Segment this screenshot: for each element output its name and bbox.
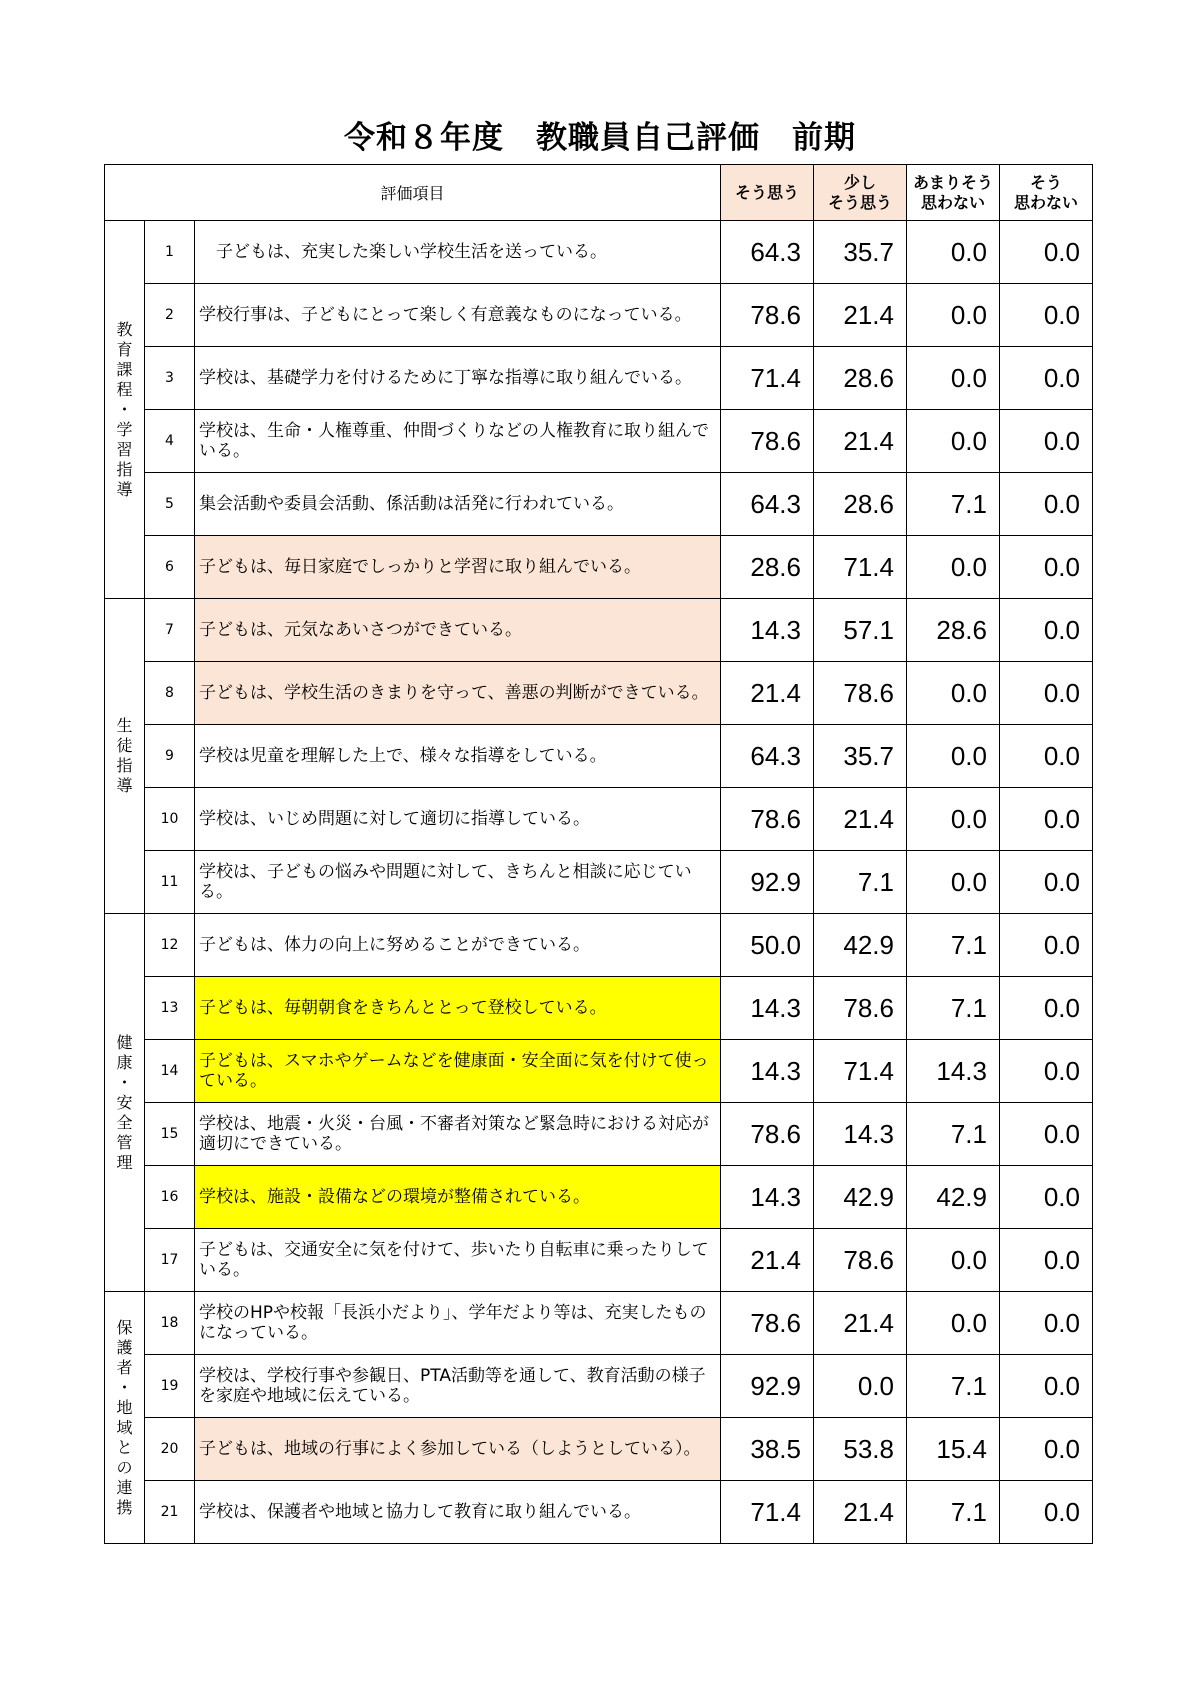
value-somewhat-agree: 78.6 xyxy=(814,977,907,1040)
value-somewhat-disagree: 0.0 xyxy=(907,1229,1000,1292)
value-agree: 71.4 xyxy=(721,347,814,410)
value-agree: 64.3 xyxy=(721,221,814,284)
category-char: 者 xyxy=(116,1357,133,1377)
item-text: 子どもは、学校生活のきまりを守って、善悪の判断ができている。 xyxy=(195,662,721,725)
value-disagree: 0.0 xyxy=(1000,977,1093,1040)
value-disagree: 0.0 xyxy=(1000,1040,1093,1103)
item-text: 学校は児童を理解した上で、様々な指導をしている。 xyxy=(195,725,721,788)
category-char: 習 xyxy=(116,439,133,459)
category-char: 携 xyxy=(116,1497,133,1517)
value-somewhat-disagree: 0.0 xyxy=(907,662,1000,725)
table-row xyxy=(105,1481,1093,1544)
value-somewhat-disagree: 15.4 xyxy=(907,1418,1000,1481)
value-agree: 14.3 xyxy=(721,977,814,1040)
header-somewhat-disagree-line1: あまりそう xyxy=(912,172,993,192)
item-number: 13 xyxy=(145,977,195,1040)
category-char: 理 xyxy=(116,1152,133,1172)
value-somewhat-disagree: 0.0 xyxy=(907,725,1000,788)
value-somewhat-agree: 71.4 xyxy=(814,536,907,599)
item-text: 集会活動や委員会活動、係活動は活発に行われている。 xyxy=(195,473,721,536)
category-char: の xyxy=(116,1457,133,1477)
value-agree: 28.6 xyxy=(721,536,814,599)
table-row xyxy=(105,977,1093,1040)
value-somewhat-agree: 21.4 xyxy=(814,1292,907,1355)
item-number: 16 xyxy=(145,1166,195,1229)
value-somewhat-disagree: 0.0 xyxy=(907,1292,1000,1355)
category-char: 指 xyxy=(116,756,133,775)
value-agree: 78.6 xyxy=(721,410,814,473)
value-somewhat-disagree: 7.1 xyxy=(907,1355,1000,1418)
value-disagree: 0.0 xyxy=(1000,284,1093,347)
item-text: 子どもは、毎日家庭でしっかりと学習に取り組んでいる。 xyxy=(195,536,721,599)
table-row xyxy=(105,599,1093,662)
table-row xyxy=(105,788,1093,851)
item-text: 学校は、地震・火災・台風・不審者対策など緊急時における対応が適切にできている。 xyxy=(195,1103,721,1166)
value-somewhat-disagree: 7.1 xyxy=(907,977,1000,1040)
category-char: 育 xyxy=(116,339,133,359)
value-somewhat-disagree: 28.6 xyxy=(907,599,1000,662)
header-evaluation-item: 評価項目 xyxy=(105,165,721,221)
category-label xyxy=(105,599,145,914)
category-label xyxy=(105,1292,145,1544)
table-row xyxy=(105,536,1093,599)
value-disagree: 0.0 xyxy=(1000,1166,1093,1229)
category-char: 域 xyxy=(116,1417,133,1437)
value-agree: 38.5 xyxy=(721,1418,814,1481)
item-number: 12 xyxy=(145,914,195,977)
category-char: 全 xyxy=(116,1112,133,1132)
value-agree: 92.9 xyxy=(721,851,814,914)
table-row xyxy=(105,1418,1093,1481)
value-somewhat-agree: 21.4 xyxy=(814,410,907,473)
value-somewhat-agree: 28.6 xyxy=(814,347,907,410)
item-number: 9 xyxy=(145,725,195,788)
item-text: 子どもは、交通安全に気を付けて、歩いたり自転車に乗ったりしている。 xyxy=(195,1229,721,1292)
value-agree: 21.4 xyxy=(721,1229,814,1292)
value-disagree: 0.0 xyxy=(1000,473,1093,536)
value-somewhat-agree: 53.8 xyxy=(814,1418,907,1481)
value-somewhat-disagree: 7.1 xyxy=(907,914,1000,977)
item-number: 11 xyxy=(145,851,195,914)
value-somewhat-agree: 35.7 xyxy=(814,725,907,788)
category-char: 教 xyxy=(116,319,133,339)
category-char: 指 xyxy=(116,459,133,479)
table-row xyxy=(105,1355,1093,1418)
header-disagree-line2: 思わない xyxy=(1013,192,1078,212)
item-number: 3 xyxy=(145,347,195,410)
item-text: 学校は、施設・設備などの環境が整備されている。 xyxy=(195,1166,721,1229)
item-text: 学校行事は、子どもにとって楽しく有意義なものになっている。 xyxy=(195,284,721,347)
item-text: 子どもは、スマホやゲームなどを健康面・安全面に気を付けて使っている。 xyxy=(195,1040,721,1103)
value-disagree: 0.0 xyxy=(1000,725,1093,788)
item-number: 7 xyxy=(145,599,195,662)
category-char: ・ xyxy=(116,1377,133,1397)
item-number: 21 xyxy=(145,1481,195,1544)
table-header-row xyxy=(105,165,1093,221)
item-text: 子どもは、元気なあいさつができている。 xyxy=(195,599,721,662)
item-text: 学校は、いじめ問題に対して適切に指導している。 xyxy=(195,788,721,851)
value-somewhat-disagree: 0.0 xyxy=(907,410,1000,473)
item-text: 学校は、子どもの悩みや問題に対して、きちんと相談に応じている。 xyxy=(195,851,721,914)
table-row xyxy=(105,662,1093,725)
value-disagree: 0.0 xyxy=(1000,410,1093,473)
item-number: 17 xyxy=(145,1229,195,1292)
header-disagree-line1: そう xyxy=(1029,172,1062,192)
value-somewhat-agree: 42.9 xyxy=(814,1166,907,1229)
value-agree: 14.3 xyxy=(721,599,814,662)
header-somewhat-disagree-line2: 思わない xyxy=(920,192,985,212)
value-somewhat-agree: 71.4 xyxy=(814,1040,907,1103)
category-label xyxy=(105,914,145,1292)
item-number: 14 xyxy=(145,1040,195,1103)
category-char: 管 xyxy=(116,1132,133,1152)
category-char: 連 xyxy=(116,1477,133,1497)
header-somewhat-agree-line2: そう思う xyxy=(827,192,892,212)
value-disagree: 0.0 xyxy=(1000,1355,1093,1418)
table-row xyxy=(105,221,1093,284)
category-char: 導 xyxy=(116,776,133,795)
category-char: 康 xyxy=(116,1052,133,1072)
item-number: 4 xyxy=(145,410,195,473)
value-agree: 21.4 xyxy=(721,662,814,725)
page-title: 令和８年度 教職員自己評価 前期 xyxy=(344,120,856,156)
value-somewhat-agree: 28.6 xyxy=(814,473,907,536)
category-char: 地 xyxy=(116,1397,133,1417)
item-text: 学校は、生命・人権尊重、仲間づくりなどの人権教育に取り組んでいる。 xyxy=(195,410,721,473)
value-disagree: 0.0 xyxy=(1000,1103,1093,1166)
value-disagree: 0.0 xyxy=(1000,347,1093,410)
header-somewhat-disagree xyxy=(907,165,1000,221)
value-agree: 78.6 xyxy=(721,1292,814,1355)
header-disagree xyxy=(1000,165,1093,221)
item-number: 15 xyxy=(145,1103,195,1166)
header-somewhat-agree-line1: 少し xyxy=(843,172,876,192)
value-agree: 92.9 xyxy=(721,1355,814,1418)
value-somewhat-disagree: 0.0 xyxy=(907,347,1000,410)
table-row xyxy=(105,1103,1093,1166)
value-disagree: 0.0 xyxy=(1000,851,1093,914)
value-agree: 78.6 xyxy=(721,284,814,347)
value-agree: 71.4 xyxy=(721,1481,814,1544)
item-number: 20 xyxy=(145,1418,195,1481)
category-char: 生 xyxy=(116,716,133,735)
category-char: 学 xyxy=(116,419,133,439)
table-row xyxy=(105,473,1093,536)
item-text: 学校は、基礎学力を付けるために丁寧な指導に取り組んでいる。 xyxy=(195,347,721,410)
category-char: 程 xyxy=(116,379,133,399)
category-char: 保 xyxy=(116,1317,133,1337)
value-disagree: 0.0 xyxy=(1000,221,1093,284)
category-char: ・ xyxy=(116,1072,133,1092)
table-row xyxy=(105,1229,1093,1292)
item-number: 8 xyxy=(145,662,195,725)
value-disagree: 0.0 xyxy=(1000,1481,1093,1544)
value-disagree: 0.0 xyxy=(1000,1418,1093,1481)
table-row xyxy=(105,914,1093,977)
value-agree: 50.0 xyxy=(721,914,814,977)
value-agree: 14.3 xyxy=(721,1166,814,1229)
table-body xyxy=(105,221,1093,1544)
value-somewhat-agree: 7.1 xyxy=(814,851,907,914)
value-disagree: 0.0 xyxy=(1000,536,1093,599)
value-somewhat-disagree: 0.0 xyxy=(907,851,1000,914)
item-number: 10 xyxy=(145,788,195,851)
value-somewhat-disagree: 0.0 xyxy=(907,284,1000,347)
value-somewhat-disagree: 42.9 xyxy=(907,1166,1000,1229)
value-somewhat-agree: 35.7 xyxy=(814,221,907,284)
value-somewhat-disagree: 7.1 xyxy=(907,1481,1000,1544)
item-number: 2 xyxy=(145,284,195,347)
value-disagree: 0.0 xyxy=(1000,914,1093,977)
value-disagree: 0.0 xyxy=(1000,1229,1093,1292)
item-text: 子どもは、体力の向上に努めることができている。 xyxy=(195,914,721,977)
value-somewhat-agree: 21.4 xyxy=(814,788,907,851)
category-char: 課 xyxy=(116,359,133,379)
value-somewhat-disagree: 0.0 xyxy=(907,788,1000,851)
item-text: 学校のHPや校報「長浜小だより」、学年だより等は、充実したものになっている。 xyxy=(195,1292,721,1355)
evaluation-table xyxy=(104,164,1093,1544)
category-label xyxy=(105,221,145,599)
table-row xyxy=(105,725,1093,788)
value-disagree: 0.0 xyxy=(1000,662,1093,725)
value-somewhat-agree: 78.6 xyxy=(814,1229,907,1292)
value-somewhat-agree: 78.6 xyxy=(814,662,907,725)
value-somewhat-agree: 14.3 xyxy=(814,1103,907,1166)
item-number: 5 xyxy=(145,473,195,536)
category-char: 護 xyxy=(116,1337,133,1357)
item-number: 1 xyxy=(145,221,195,284)
category-char: 健 xyxy=(116,1032,133,1052)
table-row xyxy=(105,851,1093,914)
category-char: 安 xyxy=(116,1092,133,1112)
value-agree: 64.3 xyxy=(721,473,814,536)
value-disagree: 0.0 xyxy=(1000,788,1093,851)
value-agree: 78.6 xyxy=(721,788,814,851)
value-disagree: 0.0 xyxy=(1000,599,1093,662)
header-agree: そう思う xyxy=(721,165,814,221)
item-number: 18 xyxy=(145,1292,195,1355)
value-somewhat-disagree: 7.1 xyxy=(907,473,1000,536)
value-agree: 14.3 xyxy=(721,1040,814,1103)
item-text: 子どもは、地域の行事によく参加している（しようとしている）。 xyxy=(195,1418,721,1481)
value-somewhat-agree: 42.9 xyxy=(814,914,907,977)
item-text: 学校は、学校行事や参観日、PTA活動等を通して、教育活動の様子を家庭や地域に伝えている。 xyxy=(195,1355,721,1418)
value-somewhat-disagree: 7.1 xyxy=(907,1103,1000,1166)
value-somewhat-disagree: 14.3 xyxy=(907,1040,1000,1103)
value-somewhat-disagree: 0.0 xyxy=(907,536,1000,599)
item-text: 子どもは、毎朝朝食をきちんととって登校している。 xyxy=(195,977,721,1040)
value-agree: 64.3 xyxy=(721,725,814,788)
category-char: 徒 xyxy=(116,736,133,755)
value-disagree: 0.0 xyxy=(1000,1292,1093,1355)
table-row xyxy=(105,1040,1093,1103)
value-somewhat-agree: 21.4 xyxy=(814,284,907,347)
value-somewhat-agree: 57.1 xyxy=(814,599,907,662)
table-row xyxy=(105,1292,1093,1355)
category-char: 導 xyxy=(116,479,133,499)
table-row xyxy=(105,347,1093,410)
item-text: 学校は、保護者や地域と協力して教育に取り組んでいる。 xyxy=(195,1481,721,1544)
category-char: ・ xyxy=(116,399,133,419)
value-somewhat-agree: 0.0 xyxy=(814,1355,907,1418)
header-somewhat-agree xyxy=(814,165,907,221)
category-char: と xyxy=(116,1437,133,1457)
table-row xyxy=(105,1166,1093,1229)
value-agree: 78.6 xyxy=(721,1103,814,1166)
item-number: 19 xyxy=(145,1355,195,1418)
value-somewhat-disagree: 0.0 xyxy=(907,221,1000,284)
item-text: 子どもは、充実した楽しい学校生活を送っている。 xyxy=(195,221,721,284)
value-somewhat-agree: 21.4 xyxy=(814,1481,907,1544)
table-row xyxy=(105,284,1093,347)
item-number: 6 xyxy=(145,536,195,599)
table-row xyxy=(105,410,1093,473)
